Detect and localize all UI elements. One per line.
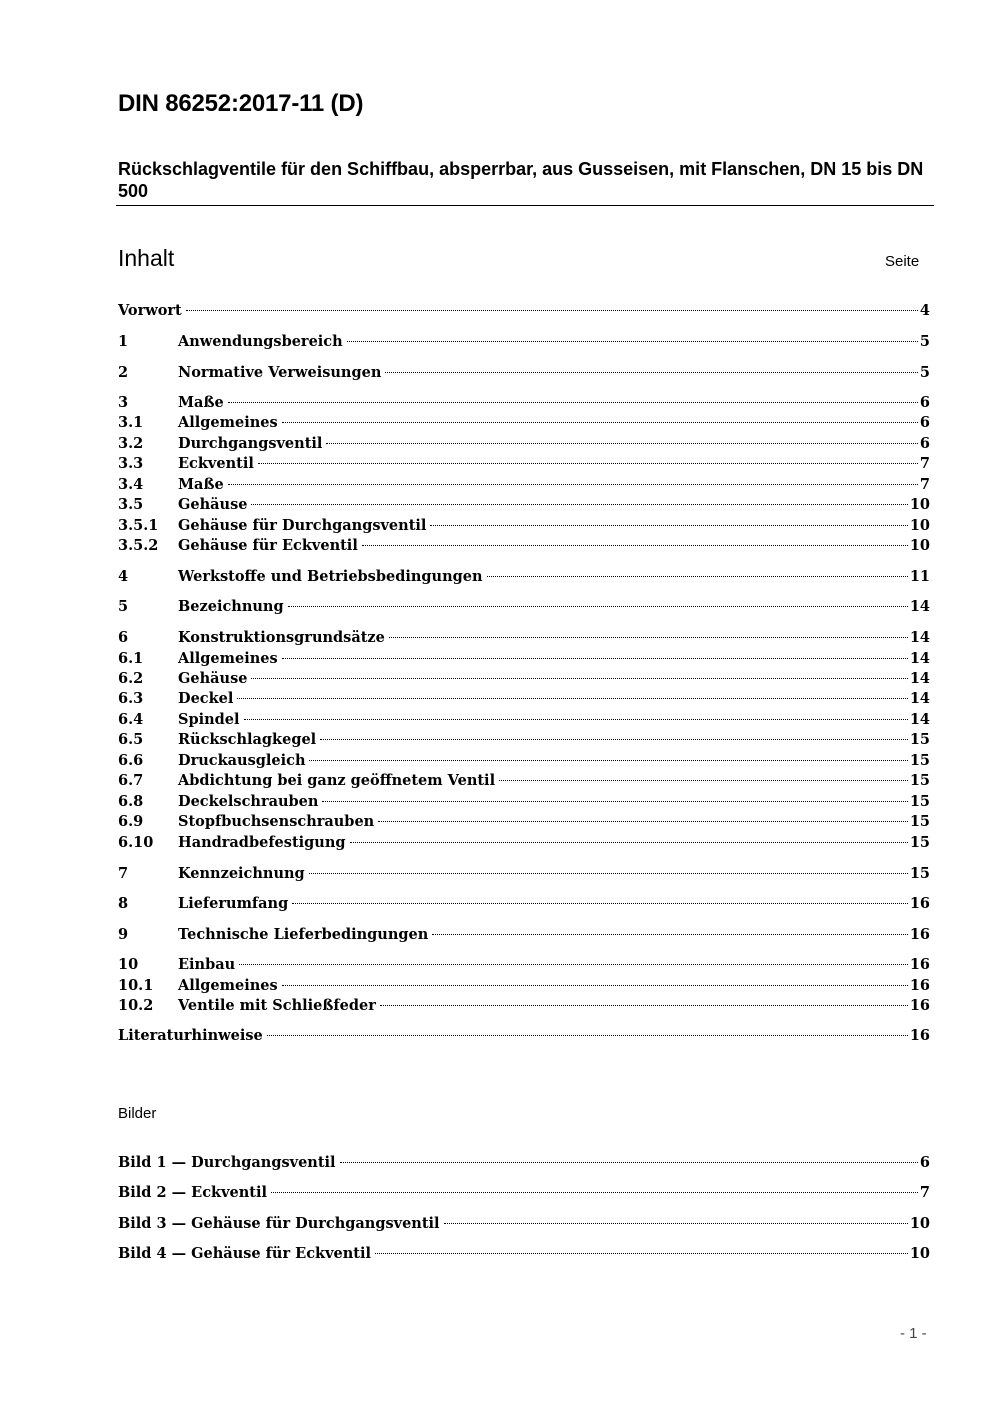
figure-entry-title: Bild 3 — Gehäuse für Durchgangsventil (118, 1215, 440, 1232)
toc-entry-page: 6 (919, 394, 930, 411)
toc-entry-title: Allgemeines (178, 650, 278, 667)
dot-leader (340, 1162, 918, 1163)
toc-entry[interactable] (118, 926, 930, 948)
toc-entry-title: Abdichtung bei ganz geöffnetem Ventil (178, 772, 496, 789)
toc-entry[interactable] (118, 834, 930, 856)
dot-leader (487, 576, 908, 577)
toc-entry-page: 11 (909, 568, 930, 585)
figure-entry[interactable] (118, 1154, 930, 1176)
toc-entry-number: 10.1 (118, 977, 154, 994)
figure-entry-page: 10 (909, 1245, 930, 1262)
document-title: DIN 86252:2017-11 (D) (118, 90, 364, 117)
toc-entry-page: 6 (919, 414, 930, 431)
toc-entry[interactable] (118, 364, 930, 386)
toc-entry[interactable] (118, 414, 930, 436)
toc-entry[interactable] (118, 455, 930, 477)
dot-leader (362, 545, 908, 546)
dot-leader (375, 1253, 908, 1254)
toc-entry-title: Rückschlagkegel (178, 731, 317, 748)
figure-entry[interactable] (118, 1215, 930, 1237)
toc-entry-page: 5 (919, 333, 930, 350)
toc-entry[interactable] (118, 813, 930, 835)
toc-entry-page: 16 (909, 977, 930, 994)
toc-entry-number: 6.8 (118, 793, 144, 810)
dot-leader (380, 1005, 908, 1006)
figure-entry-title: Bild 2 — Eckventil (118, 1184, 267, 1201)
toc-entry-number: 1 (118, 333, 129, 350)
toc-entry-page: 15 (909, 731, 930, 748)
toc-entry-number: 3.5.1 (118, 517, 159, 534)
toc-entry-page: 16 (909, 895, 930, 912)
dot-leader (282, 422, 918, 423)
toc-entry-page: 15 (909, 752, 930, 769)
toc-entry-page: 14 (909, 629, 930, 646)
dot-leader (288, 606, 908, 607)
toc-entry-title: Allgemeines (178, 414, 278, 431)
dot-leader (186, 310, 918, 311)
toc-entry-title: Gehäuse (178, 670, 248, 687)
dot-leader (292, 903, 908, 904)
toc-entry-page: 14 (909, 711, 930, 728)
title-divider (116, 205, 934, 206)
toc-entry-number: 4 (118, 568, 129, 585)
toc-entry[interactable] (118, 496, 930, 518)
toc-entry[interactable] (118, 598, 930, 620)
toc-entry[interactable] (118, 302, 930, 324)
toc-entry-number: 6.6 (118, 752, 144, 769)
toc-entry[interactable] (118, 711, 930, 733)
toc-entry-page: 16 (909, 956, 930, 973)
toc-entry[interactable] (118, 956, 930, 978)
dot-leader (237, 698, 907, 699)
toc-entry[interactable] (118, 333, 930, 355)
toc-entry-title: Ventile mit Schließfeder (178, 997, 376, 1014)
dot-leader (350, 842, 908, 843)
toc-entry-page: 15 (909, 793, 930, 810)
toc-entry-number: 10 (118, 956, 139, 973)
toc-entry[interactable] (118, 670, 930, 692)
toc-entry-number: 3 (118, 394, 129, 411)
toc-entry-number: 6.3 (118, 690, 144, 707)
figure-entry-page: 6 (919, 1154, 930, 1171)
dot-leader (499, 780, 908, 781)
toc-entry-number: 6.1 (118, 650, 144, 667)
toc-entry-page: 10 (909, 496, 930, 513)
dot-leader (389, 637, 908, 638)
dot-leader (251, 504, 907, 505)
toc-entry-page: 16 (909, 926, 930, 943)
dot-leader (322, 801, 907, 802)
toc-entry-title: Eckventil (178, 455, 254, 472)
toc-entry-title: Literaturhinweise (118, 1027, 263, 1044)
toc-entry-title: Einbau (178, 956, 236, 973)
toc-entry[interactable] (118, 568, 930, 590)
toc-entry-page: 5 (919, 364, 930, 381)
toc-entry-number: 9 (118, 926, 129, 943)
toc-entry[interactable] (118, 629, 930, 651)
toc-entry-title: Anwendungsbereich (178, 333, 343, 350)
toc-entry-page: 14 (909, 598, 930, 615)
toc-entry-page: 7 (919, 476, 930, 493)
toc-entry[interactable] (118, 537, 930, 559)
toc-entry-number: 3.5.2 (118, 537, 159, 554)
toc-entry-number: 8 (118, 895, 129, 912)
dot-leader (282, 985, 908, 986)
figure-entry-title: Bild 4 — Gehäuse für Eckventil (118, 1245, 371, 1262)
toc-entry-page: 16 (909, 997, 930, 1014)
toc-entry-number: 2 (118, 364, 129, 381)
toc-entry-title: Gehäuse für Durchgangsventil (178, 517, 427, 534)
dot-leader (309, 873, 908, 874)
toc-entry-number: 6.4 (118, 711, 144, 728)
toc-entry-title: Werkstoffe und Betriebsbedingungen (178, 568, 483, 585)
toc-entry-number: 5 (118, 598, 129, 615)
dot-leader (258, 463, 918, 464)
toc-entry-page: 15 (909, 772, 930, 789)
toc-entry-title: Maße (178, 394, 224, 411)
toc-entry[interactable] (118, 650, 930, 672)
toc-entry[interactable] (118, 895, 930, 917)
toc-entry-title: Durchgangsventil (178, 435, 323, 452)
dot-leader (267, 1035, 908, 1036)
toc-entry[interactable] (118, 517, 930, 539)
toc-entry-number: 10.2 (118, 997, 154, 1014)
dot-leader (282, 658, 908, 659)
toc-entry-title: Gehäuse für Eckventil (178, 537, 358, 554)
toc-entry-title: Technische Lieferbedingungen (178, 926, 429, 943)
dot-leader (378, 821, 908, 822)
toc-entry-number: 6.7 (118, 772, 144, 789)
toc-entry-page: 16 (909, 1027, 930, 1044)
toc-entry-number: 3.3 (118, 455, 144, 472)
toc-entry-title: Vorwort (118, 302, 182, 319)
figure-entry-page: 10 (909, 1215, 930, 1232)
toc-entry[interactable] (118, 731, 930, 753)
toc-entry-title: Kennzeichnung (178, 865, 305, 882)
dot-leader (271, 1192, 918, 1193)
toc-entry-page: 10 (909, 517, 930, 534)
toc-entry-number: 6.2 (118, 670, 144, 687)
toc-entry-title: Konstruktionsgrundsätze (178, 629, 385, 646)
toc-entry[interactable] (118, 752, 930, 774)
figures-heading: Bilder (118, 1105, 157, 1122)
toc-entry-title: Deckelschrauben (178, 793, 319, 810)
toc-entry-number: 3.2 (118, 435, 144, 452)
dot-leader (430, 525, 907, 526)
toc-entry-title: Normative Verweisungen (178, 364, 382, 381)
toc-entry[interactable] (118, 690, 930, 712)
page-number: - 1 - (900, 1325, 927, 1342)
toc-entry[interactable] (118, 476, 930, 498)
contents-heading: Inhalt (118, 245, 175, 271)
toc-entry-page: 14 (909, 690, 930, 707)
toc-entry-title: Deckel (178, 690, 234, 707)
toc-entry-title: Spindel (178, 711, 240, 728)
dot-leader (347, 341, 918, 342)
dot-leader (228, 402, 918, 403)
toc-entry-page: 15 (909, 865, 930, 882)
toc-entry-page: 6 (919, 435, 930, 452)
toc-entry[interactable] (118, 1027, 930, 1049)
dot-leader (320, 739, 908, 740)
toc-entry-page: 14 (909, 670, 930, 687)
toc-entry-number: 6.9 (118, 813, 144, 830)
toc-entry-page: 15 (909, 834, 930, 851)
dot-leader (309, 760, 907, 761)
toc-entry-number: 3.1 (118, 414, 144, 431)
figure-entry-title: Bild 1 — Durchgangsventil (118, 1154, 336, 1171)
toc-entry-page: 7 (919, 455, 930, 472)
toc-entry-title: Allgemeines (178, 977, 278, 994)
dot-leader (444, 1223, 908, 1224)
figure-entry[interactable] (118, 1184, 930, 1206)
toc-entry-title: Handradbefestigung (178, 834, 346, 851)
toc-entry-page: 14 (909, 650, 930, 667)
toc-entry[interactable] (118, 793, 930, 815)
figure-entry[interactable] (118, 1245, 930, 1267)
toc-entry[interactable] (118, 394, 930, 416)
dot-leader (385, 372, 918, 373)
toc-entry-title: Gehäuse (178, 496, 248, 513)
dot-leader (228, 484, 918, 485)
toc-entry-title: Bezeichnung (178, 598, 284, 615)
toc-entry-number: 6.10 (118, 834, 154, 851)
dot-leader (251, 678, 907, 679)
toc-entry-page: 10 (909, 537, 930, 554)
toc-entry-title: Lieferumfang (178, 895, 289, 912)
toc-entry-title: Stopfbuchsenschrauben (178, 813, 375, 830)
toc-entry[interactable] (118, 977, 930, 999)
dot-leader (244, 719, 908, 720)
dot-leader (432, 934, 908, 935)
toc-entry[interactable] (118, 997, 930, 1019)
figure-entry-page: 7 (919, 1184, 930, 1201)
toc-entry-number: 6 (118, 629, 129, 646)
toc-entry[interactable] (118, 435, 930, 457)
toc-entry-number: 3.4 (118, 476, 144, 493)
toc-entry[interactable] (118, 865, 930, 887)
dot-leader (239, 964, 908, 965)
toc-entry-page: 4 (919, 302, 930, 319)
toc-entry-number: 3.5 (118, 496, 144, 513)
toc-entry-number: 7 (118, 865, 129, 882)
dot-leader (326, 443, 917, 444)
toc-entry-title: Druckausgleich (178, 752, 306, 769)
toc-entry-number: 6.5 (118, 731, 144, 748)
toc-entry-page: 15 (909, 813, 930, 830)
toc-entry[interactable] (118, 772, 930, 794)
toc-entry-title: Maße (178, 476, 224, 493)
document-subtitle: Rückschlagventile für den Schiffbau, absperrbar, aus Gusseisen, mit Flanschen, DN 15 bis DN 500 (118, 159, 924, 201)
page-column-label: Seite (885, 253, 920, 270)
